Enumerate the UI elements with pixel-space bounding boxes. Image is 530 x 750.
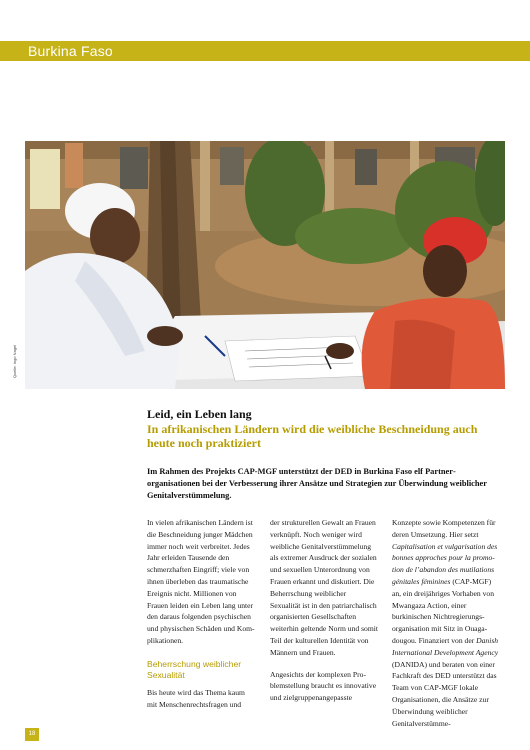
body-text-italic: Capitalisation et vulgarisation des bonnes approches pour la promotion de l’abandon des mutilations génitales féminines bbox=[392, 541, 498, 586]
body-text: (CAP-MGF) an, ein dreijähriges Vorhaben von Mwangaza Action, einer burkinischen Nichtregierungsorganisation mit Sitz in Ouagadougou. Finanziert von der bbox=[392, 576, 494, 645]
article-subheadline: In afrikanischen Ländern wird die weibliche Beschneidung auch heute noch praktiziert bbox=[147, 422, 478, 450]
body-paragraph: Bis heute wird das Thema kaum mit Menschenrechtsfragen und bbox=[147, 687, 245, 709]
article-lead: Im Rahmen des Projekts CAP-MGF unterstützt der DED in Burkina Faso elf Partnerorganisationen bei der Verbesserung ihrer Ansätze und Strategien zur Überwindung weiblicher Genitalverstümmelung. bbox=[147, 467, 487, 500]
body-paragraph: Angesichts der komplexen Problemstellung braucht es innovative und zielgruppenangepasste bbox=[270, 669, 377, 703]
body-paragraph bbox=[392, 517, 500, 729]
page-number: 18 bbox=[25, 728, 39, 741]
body-text-italic: Danish International Development Agency bbox=[392, 635, 499, 657]
body-text: (DANIDA) und beraten von einer Fachkraft des DED unterstützt das Team von CAP-MGF lokale Organisationen, die Ansätze zur Überwindung weiblicher Genitalverstümme- bbox=[392, 659, 497, 728]
article-photo bbox=[25, 141, 505, 389]
text-column-1 bbox=[147, 517, 255, 710]
section-title: Burkina Faso bbox=[28, 43, 113, 59]
article-headline: Leid, ein Leben lang bbox=[147, 407, 252, 421]
body-paragraph: In vielen afrikanischen Ländern ist die Beschneidung junger Mädchen immer noch weit verbreitet. Jedes Jahr erleiden Tausende den schmerzhaften Eingriff; viele von ihnen überleben das traumatische Ereignis nicht. Millionen von Frauen leiden ein Leben lang unter den daraus folgenden psychischen und physischen Schäden und Komplikationen. bbox=[147, 518, 255, 645]
text-column-2 bbox=[270, 517, 378, 704]
photo-credit: Quelle: Ingo Nagel bbox=[12, 344, 17, 378]
text-column-3 bbox=[392, 517, 500, 729]
body-text: Konzepte sowie Kompetenzen für deren Umsetzung. Hier setzt bbox=[392, 518, 496, 539]
section-heading: Beherrschung weiblicher Sexualität bbox=[147, 658, 242, 680]
section-header-bar bbox=[0, 41, 530, 61]
body-paragraph: der strukturellen Gewalt an Frauen verknüpft. Noch weniger wird weibliche Genitalverstümmelung als extremer Ausdruck der sozialen und sexuellen Unterordnung von Frauen erkannt und diskutiert. Die Beherrschung weiblicher Sexualität ist in den patriarchalisch organisierten Gesellschaften weiterhin geltende Norm und somit Teil der kulturellen Identität von Männern und Frauen. bbox=[270, 518, 378, 657]
